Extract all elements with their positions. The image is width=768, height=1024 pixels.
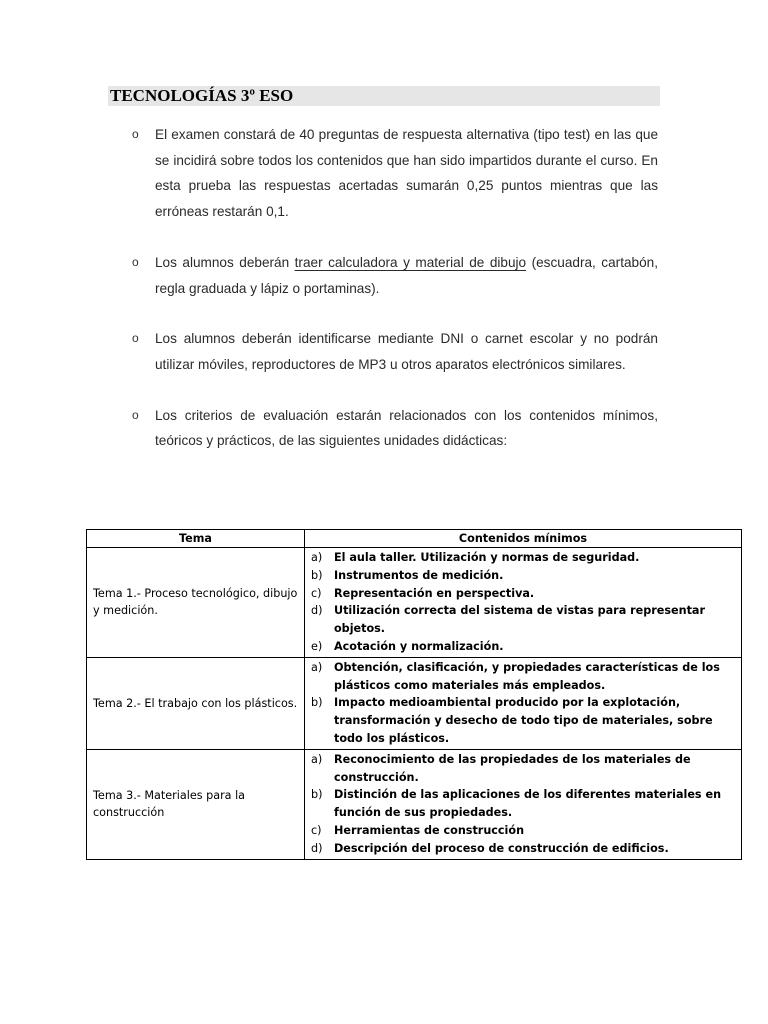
contenidos-list: [309, 659, 735, 748]
instruction-identification: [130, 326, 658, 377]
item-letter: d): [311, 604, 323, 618]
bullet-marker: o: [132, 331, 139, 346]
item-text: Descripción del proceso de construcción de edificios.: [334, 841, 669, 855]
contenidos-cell: [305, 749, 742, 859]
list-item: [309, 822, 735, 840]
table-row: [87, 749, 742, 859]
bullet-marker: o: [132, 254, 139, 269]
contenidos-cell: [305, 548, 742, 658]
item-text: Acotación y normalización.: [334, 639, 504, 653]
item-text: Herramientas de construcción: [334, 823, 525, 837]
item-letter: a): [311, 752, 323, 766]
table-row: [87, 657, 742, 749]
item-text: Utilización correcta del sistema de vistas para representar objetos.: [334, 604, 705, 636]
instruction-text: Los criterios de evaluación estarán relacionados con los contenidos mínimos, teóricos y prácticos, de las siguientes unidades didácticas:: [155, 407, 658, 449]
item-letter: d): [311, 841, 323, 855]
list-item: [309, 585, 735, 603]
list-item: [309, 840, 735, 858]
instruction-materials: [130, 250, 658, 301]
tema-cell: Tema 2.- El trabajo con los plásticos.: [87, 657, 305, 749]
item-text: El aula taller. Utilización y normas de seguridad.: [334, 551, 640, 564]
item-text: Impacto medioambiental producido por la explotación, transformación y desecho de todo tipo de materiales, sobre todo los plásticos.: [334, 696, 713, 745]
item-letter: e): [311, 639, 323, 653]
tema-cell: Tema 1.- Proceso tecnológico, dibujo y medición.: [87, 548, 305, 658]
item-text: Reconocimiento de las propiedades de los materiales de construcción.: [334, 752, 691, 784]
list-item: [309, 638, 735, 656]
item-text: Representación en perspectiva.: [334, 586, 535, 600]
bullet-marker: o: [132, 407, 139, 422]
contenidos-list: [309, 751, 735, 858]
list-item: [309, 694, 735, 747]
list-item: [309, 659, 735, 695]
header-contenidos: Contenidos mínimos: [305, 530, 742, 548]
tema-cell: Tema 3.- Materiales para la construcción: [87, 749, 305, 859]
instruction-underlined-text: traer calculadora y material de dibujo: [294, 254, 527, 270]
list-item: [309, 549, 735, 567]
list-item: [309, 567, 735, 585]
instruction-text: El examen constará de 40 preguntas de respuesta alternativa (tipo test) en las que se incidirá sobre todos los contenidos que han sido impartidos durante el curso. En esta prueba las respuestas acertadas sumarán 0,25 puntos mientras que las erróneas restarán 0,1.: [155, 127, 658, 220]
instruction-exam-format: [130, 122, 658, 225]
item-letter: c): [311, 823, 322, 837]
exam-instructions-list: [130, 122, 658, 454]
instruction-evaluation-criteria: [130, 403, 658, 454]
list-item: [309, 786, 735, 822]
item-text: Instrumentos de medición.: [334, 568, 504, 582]
list-item: [309, 751, 735, 787]
item-text: Obtención, clasificación, y propiedades características de los plásticos como materiales más empleados.: [334, 660, 720, 692]
list-item: [309, 602, 735, 638]
item-letter: c): [311, 586, 322, 600]
item-letter: a): [311, 660, 323, 674]
instruction-text: Los alumnos deberán identificarse mediante DNI o carnet escolar y no podrán utilizar móviles, reproductores de MP3 u otros aparatos electrónicos similares.: [155, 331, 658, 372]
contenidos-cell: [305, 657, 742, 749]
item-letter: b): [311, 788, 323, 802]
bullet-marker: o: [132, 127, 139, 141]
item-text: Distinción de las aplicaciones de los diferentes materiales en función de sus propiedades.: [334, 788, 722, 820]
contenidos-list: [309, 549, 735, 656]
item-letter: a): [311, 551, 323, 564]
item-letter: b): [311, 568, 323, 582]
header-tema: Tema: [87, 530, 305, 548]
document-title: TECNOLOGÍAS 3º ESO: [108, 86, 660, 106]
item-letter: b): [311, 696, 323, 710]
table-row: [87, 548, 742, 658]
table-header-row: [87, 530, 742, 548]
instruction-text-start: Los alumnos deberán: [155, 254, 295, 270]
contenidos-table: [86, 529, 742, 860]
instruction-text-end: (escuadra, cartabón, regla graduada y lápiz o portaminas).: [155, 254, 658, 296]
